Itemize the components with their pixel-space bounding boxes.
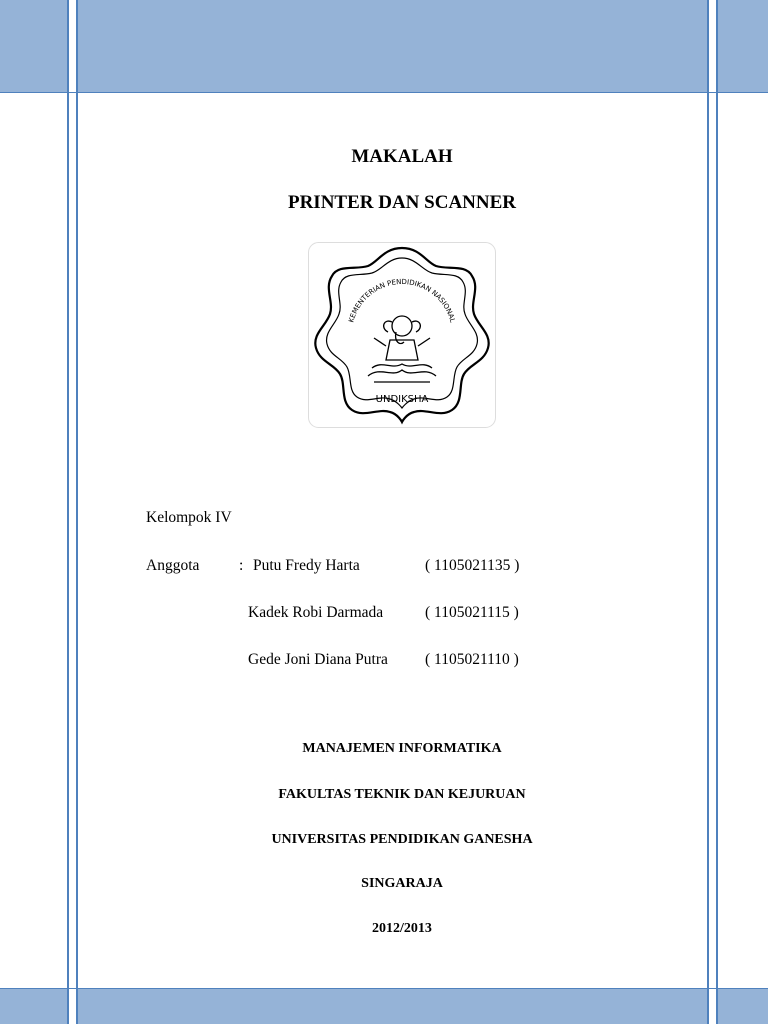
footer-band-left bbox=[0, 989, 67, 1024]
document-title: MAKALAH bbox=[351, 146, 453, 167]
members-separator: : bbox=[239, 557, 244, 574]
svg-text:UNDIKSHA: UNDIKSHA bbox=[375, 394, 429, 405]
header-band-left bbox=[0, 0, 67, 92]
member-nim: ( 1105021115 ) bbox=[425, 604, 519, 621]
member-name: Kadek Robi Darmada bbox=[248, 604, 384, 621]
group-label: Kelompok IV bbox=[146, 509, 232, 526]
university-logo bbox=[308, 242, 496, 428]
members-label: Anggota bbox=[146, 557, 200, 574]
footer-band-right bbox=[718, 989, 768, 1024]
city-name: SINGARAJA bbox=[361, 876, 443, 891]
header-band-right bbox=[718, 0, 768, 92]
faculty-name: FAKULTAS TEKNIK DAN KEJURUAN bbox=[278, 787, 526, 802]
footer-border-line bbox=[0, 988, 768, 989]
university-name: UNIVERSITAS PENDIDIKAN GANESHA bbox=[271, 832, 533, 847]
footer-band bbox=[78, 989, 707, 1024]
header-band bbox=[78, 0, 707, 92]
header-border-line bbox=[0, 92, 768, 93]
document-subtitle: PRINTER DAN SCANNER bbox=[287, 192, 517, 213]
svg-text:KEMENTERIAN PENDIDIKAN NASIONA: KEMENTERIAN PENDIDIKAN NASIONAL bbox=[347, 277, 457, 324]
program-name: MANAJEMEN INFORMATIKA bbox=[302, 741, 502, 756]
member-nim: ( 1105021135 ) bbox=[425, 557, 520, 574]
member-name: Putu Fredy Harta bbox=[253, 557, 360, 574]
member-name: Gede Joni Diana Putra bbox=[248, 651, 388, 668]
academic-year: 2012/2013 bbox=[372, 921, 432, 936]
member-nim: ( 1105021110 ) bbox=[425, 651, 519, 668]
